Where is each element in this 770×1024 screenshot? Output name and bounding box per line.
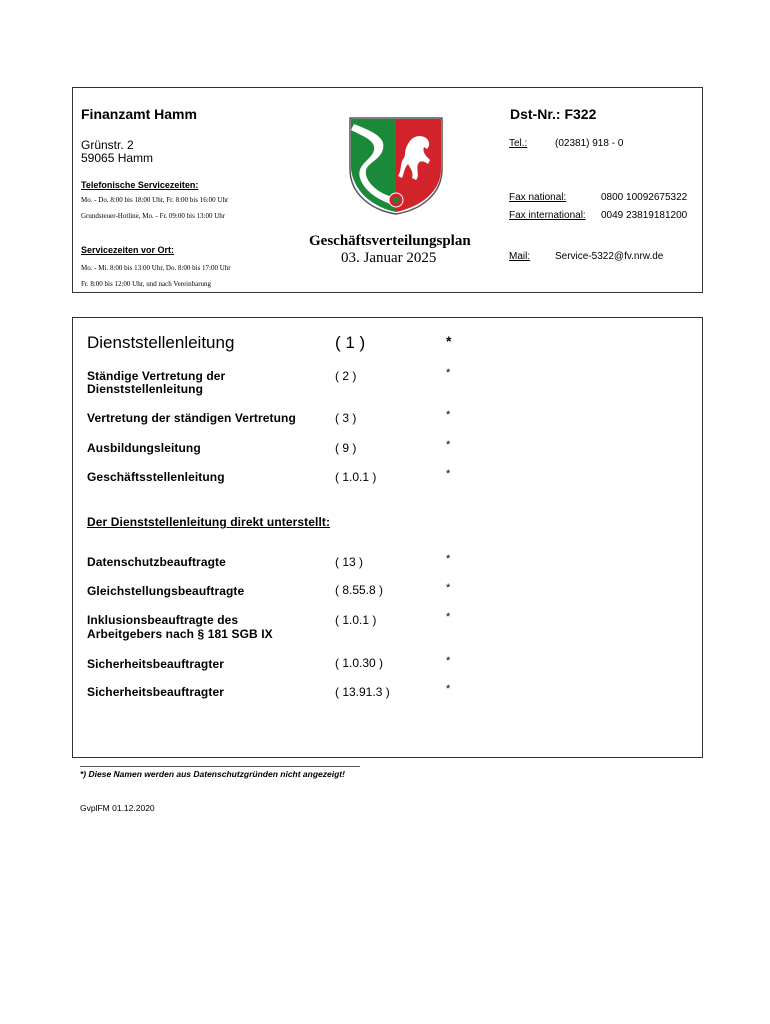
row-label-line2: Arbeitgebers nach § 181 SGB IX — [87, 627, 273, 641]
main-title-star: * — [446, 333, 452, 349]
mail-value[interactable]: Service-5322@fv.nrw.de — [555, 251, 664, 262]
row-star: * — [446, 582, 451, 594]
row-number: ( 9 ) — [335, 441, 357, 455]
row-label: Datenschutzbeauftragte — [87, 555, 226, 569]
main-title-number: ( 1 ) — [335, 333, 366, 352]
office-name: Finanzamt Hamm — [81, 106, 197, 122]
row-star: * — [446, 683, 451, 695]
service-times-line1: Mo. - Do. 8:00 bis 18:00 Uhr, Fr. 8:00 bis 16:00 Uhr — [81, 196, 229, 204]
nrw-coat-of-arms-icon — [346, 114, 446, 216]
onsite-line2: Fr. 8:00 bis 12:00 Uhr, und nach Vereinbarung — [81, 280, 212, 288]
row-label: Vertretung der ständigen Vertretung — [87, 411, 296, 425]
office-number: Dst-Nr.: F322 — [510, 106, 597, 122]
plan-date: 03. Januar 2025 — [341, 250, 437, 266]
mail-label: Mail: — [509, 251, 531, 262]
row-star: * — [446, 468, 451, 480]
footnote: *) Diese Namen werden aus Datenschutzgründen nicht angezeigt! — [80, 769, 345, 779]
street-address: Grünstr. 2 — [81, 138, 134, 152]
plan-title: Geschäftsverteilungsplan — [309, 233, 471, 249]
onsite-line1: Mo. - Mi. 8:00 bis 13:00 Uhr, Do. 8:00 bis 17:00 Uhr — [81, 264, 231, 272]
row-star: * — [446, 611, 451, 623]
row-label: Gleichstellungsbeauftragte — [87, 584, 245, 598]
row-number: ( 1.0.1 ) — [335, 613, 377, 627]
row-number: ( 1.0.1 ) — [335, 470, 377, 484]
row-number: ( 1.0.30 ) — [335, 656, 384, 670]
tel-label: Tel.: — [509, 138, 528, 149]
row-number: ( 13 ) — [335, 555, 364, 569]
row-label: Sicherheitsbeauftragter — [87, 685, 225, 699]
service-times-line2: Grundsteuer-Hotline, Mo. - Fr. 09:00 bis 13:00 Uhr — [81, 212, 226, 220]
row-number: ( 8.55.8 ) — [335, 583, 384, 597]
row-label: Inklusionsbeauftragte des — [87, 613, 239, 627]
row-star: * — [446, 655, 451, 667]
row-star: * — [446, 553, 451, 565]
main-title: Dienststellenleitung — [87, 333, 235, 352]
row-label: Sicherheitsbeauftragter — [87, 657, 225, 671]
fax-national-value: 0800 10092675322 — [601, 192, 688, 203]
fax-international-label: Fax international: — [509, 210, 586, 221]
city-address: 59065 Hamm — [81, 151, 154, 165]
service-times-heading: Telefonische Servicezeiten: — [81, 180, 199, 190]
row-label-line2: Dienststellenleitung — [87, 382, 204, 396]
row-number: ( 13.91.3 ) — [335, 685, 390, 699]
fax-international-value: 0049 23819181200 — [601, 210, 688, 221]
row-label: Ständige Vertretung der — [87, 369, 226, 383]
onsite-heading: Servicezeiten vor Ort: — [81, 245, 175, 255]
fax-national-label: Fax national: — [509, 192, 567, 203]
footnote-divider — [80, 766, 360, 767]
subordinate-heading: Der Dienststellenleitung direkt unterstellt: — [87, 515, 331, 529]
row-label: Ausbildungsleitung — [87, 441, 201, 455]
tel-value[interactable]: (02381) 918 - 0 — [555, 138, 624, 149]
version-label: GvplFM 01.12.2020 — [80, 803, 155, 813]
row-number: ( 3 ) — [335, 411, 357, 425]
row-star: * — [446, 367, 451, 379]
row-star: * — [446, 439, 451, 451]
row-label: Geschäftsstellenleitung — [87, 470, 225, 484]
row-star: * — [446, 409, 451, 421]
row-number: ( 2 ) — [335, 369, 357, 383]
